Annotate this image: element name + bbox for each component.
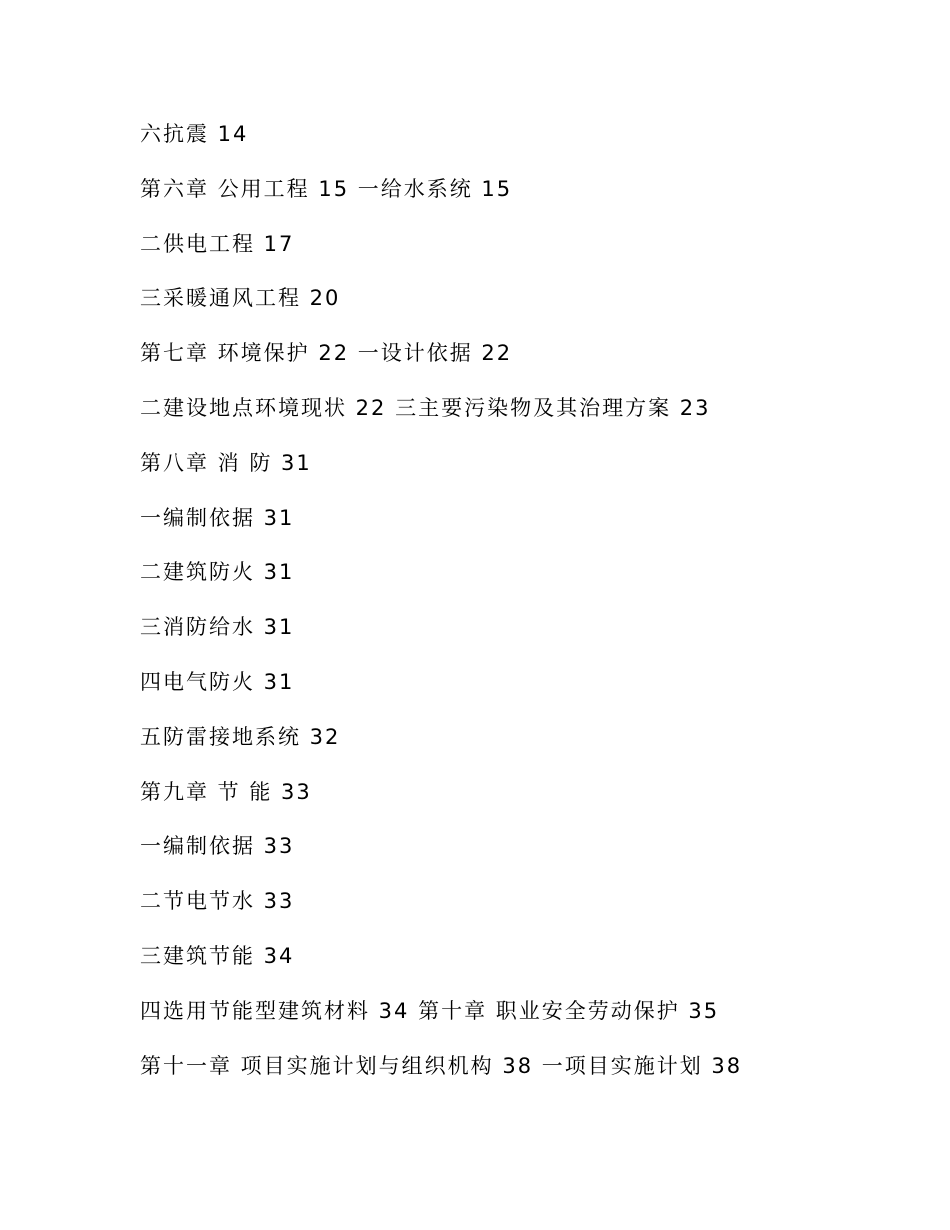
table-of-contents — [140, 116, 920, 1102]
toc-line: 二节电节水 33 — [140, 889, 295, 914]
toc-line: 六抗震 14 — [140, 122, 249, 146]
toc-line: 三采暖通风工程 20 — [140, 286, 341, 311]
toc-line: 三建筑节能 34 — [140, 943, 295, 968]
toc-line: 四选用节能型建筑材料 34 第十章 职业安全劳动保护 35 — [140, 998, 720, 1023]
toc-line: 四电气防火 31 — [140, 669, 295, 694]
toc-line: 一编制依据 33 — [140, 834, 295, 859]
toc-line: 二供电工程 17 — [140, 231, 295, 256]
toc-line: 第九章 节 能 33 — [140, 779, 312, 804]
toc-line: 二建设地点环境现状 22 三主要污染物及其治理方案 23 — [140, 395, 711, 420]
toc-line: 三消防给水 31 — [140, 615, 295, 640]
toc-line: 第六章 公用工程 15 一给水系统 15 — [140, 176, 513, 201]
toc-line: 第十一章 项目实施计划与组织机构 38 一项目实施计划 38 — [140, 1053, 743, 1078]
toc-line: 一编制依据 31 — [140, 505, 295, 530]
toc-line: 五防雷接地系统 32 — [140, 724, 341, 749]
toc-line: 第七章 环境保护 22 一设计依据 22 — [140, 341, 513, 366]
toc-line: 第八章 消 防 31 — [140, 450, 312, 475]
toc-line: 二建筑防火 31 — [140, 560, 295, 585]
